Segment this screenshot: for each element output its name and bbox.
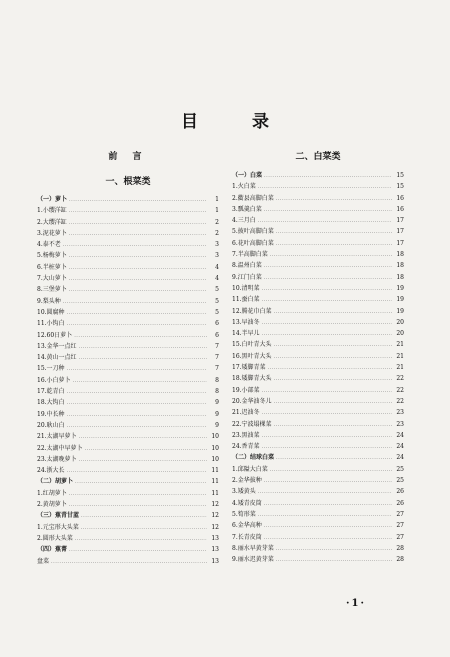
toc-entry-row <box>37 522 219 533</box>
toc-entry-row <box>232 317 404 328</box>
toc-entry-label: 20.耿山白 <box>37 421 65 429</box>
toc-entry-label: 11.小钩白 <box>37 320 65 328</box>
dot-leader <box>274 374 392 385</box>
toc-entry-row <box>37 330 219 341</box>
toc-page-number: 17 <box>396 217 404 225</box>
toc-entry-label: 20.金华油冬儿 <box>232 397 272 405</box>
toc-page-number: 17 <box>396 239 404 247</box>
toc-entry-label: 19.中长种 <box>37 410 65 418</box>
toc-entry-label: 10.清明菜 <box>232 284 260 292</box>
toc-entry-label: 5.披叶高脚白菜 <box>232 228 274 236</box>
dot-leader <box>74 331 207 342</box>
dot-leader <box>85 444 207 455</box>
toc-page-number: 7 <box>215 342 219 350</box>
toc-entry-row <box>232 543 404 554</box>
toc-page-number: 16 <box>396 205 404 213</box>
toc-entry-row <box>232 554 404 565</box>
toc-page-number: 5 <box>215 308 219 316</box>
dot-leader <box>69 263 207 274</box>
dot-leader <box>67 308 207 319</box>
toc-page-number: 26 <box>396 488 404 496</box>
dot-leader <box>264 261 392 272</box>
toc-entry-label: 1.元宝形大头菜 <box>37 523 79 531</box>
toc-entry-label: 7.半高脚白菜 <box>232 251 268 259</box>
toc-page-number: 25 <box>396 477 404 485</box>
toc-entry-row <box>232 260 404 271</box>
toc-entry-row <box>37 420 219 431</box>
preface-heading: 前 言 <box>108 152 148 162</box>
toc-entry-row <box>37 284 219 295</box>
toc-entry-label: 1.小缨洋缸 <box>37 207 67 215</box>
section-heading-root-vegetables: 一、根菜类 <box>105 177 151 187</box>
toc-page-number: 2 <box>215 218 219 226</box>
toc-page-number: 9 <box>215 399 219 407</box>
dot-leader <box>51 557 207 568</box>
toc-entry-label: 22.太湖中早萝卜 <box>37 444 83 452</box>
toc-entry-label: 6.花叶高脚白菜 <box>232 239 274 247</box>
toc-entry-label: 13.早油冬 <box>232 318 260 326</box>
toc-entry-label: 8.温州白菜 <box>232 262 262 270</box>
toc-entry-row <box>232 430 404 441</box>
toc-page-number: 11 <box>211 478 219 486</box>
dot-leader <box>270 465 392 476</box>
dot-leader <box>67 319 207 330</box>
toc-entry-label: 22.宁波塌棵菜 <box>232 420 272 428</box>
toc-category-row <box>37 544 219 555</box>
toc-entry-label: 10.圆腐种 <box>37 308 65 316</box>
toc-entry-label: 8.丽水早黄芽菜 <box>232 544 274 552</box>
toc-entry-row <box>232 396 404 407</box>
toc-entry-label: 14.黄山一点红 <box>37 354 77 362</box>
toc-entry-row <box>232 407 404 418</box>
page-number: ·1· <box>346 598 366 609</box>
toc-page-number: 21 <box>396 341 404 349</box>
dot-leader <box>258 510 392 521</box>
toc-list-left <box>37 194 219 567</box>
toc-page-number: 19 <box>396 284 404 292</box>
dot-leader <box>276 194 392 205</box>
toc-entry-label: 6.半桩萝卜 <box>37 263 67 271</box>
dot-leader <box>79 432 207 443</box>
dot-leader <box>274 307 392 318</box>
toc-entry-row <box>232 475 404 486</box>
toc-entry-label: 9.江门白菜 <box>232 273 262 281</box>
toc-entry-row <box>37 205 219 216</box>
dot-leader <box>69 229 207 240</box>
toc-entry-row <box>232 249 404 260</box>
toc-page-number: 12 <box>211 501 219 509</box>
toc-page-number: 26 <box>396 499 404 507</box>
toc-entry-label: 4.矮青皮筒 <box>232 499 262 507</box>
toc-page-number: 27 <box>396 522 404 530</box>
toc-entry-label: 盘菜 <box>37 557 50 565</box>
toc-entry-label: 2.圆形大头菜 <box>37 534 73 542</box>
toc-page-number: 23 <box>396 420 404 428</box>
toc-entry-row <box>232 498 404 509</box>
toc-entry-row <box>37 296 219 307</box>
dot-leader <box>276 544 392 555</box>
toc-entry-label: 18.矮脚青大头 <box>232 375 272 383</box>
toc-page-number: 11 <box>211 489 219 497</box>
toc-entry-row <box>37 341 219 352</box>
dot-leader <box>63 240 207 251</box>
toc-entry-row <box>37 533 219 544</box>
toc-entry-row <box>37 454 219 465</box>
toc-page-number: 16 <box>396 194 404 202</box>
toc-page-number: 3 <box>215 252 219 260</box>
dot-leader <box>69 285 207 296</box>
toc-page-number: 8 <box>215 376 219 384</box>
toc-entry-label: （三）蕉青甘蓝 <box>37 512 80 520</box>
toc-entry-row <box>37 397 219 408</box>
toc-entry-label: 9.丽水迟黄芽菜 <box>232 556 274 564</box>
dot-leader <box>69 206 207 217</box>
dot-leader <box>258 487 392 498</box>
toc-entry-row <box>232 464 404 475</box>
toc-entry-row <box>232 215 404 226</box>
toc-entry-row <box>232 328 404 339</box>
dot-leader <box>274 352 392 363</box>
dot-leader <box>69 545 207 556</box>
toc-entry-row <box>232 441 404 452</box>
dot-leader <box>270 250 392 261</box>
toc-entry-row <box>37 363 219 374</box>
toc-entry-row <box>37 228 219 239</box>
dot-leader <box>79 353 207 364</box>
toc-page-number: 10 <box>211 433 219 441</box>
dot-leader <box>69 218 207 229</box>
dot-leader <box>67 387 207 398</box>
dot-leader <box>67 410 207 421</box>
toc-page-number: 23 <box>396 409 404 417</box>
dot-leader <box>63 297 207 308</box>
toc-entry-label: （二）结球白菜 <box>232 454 275 462</box>
toc-entry-label: 18.大钩白 <box>37 399 65 407</box>
toc-page-number: 27 <box>396 510 404 518</box>
toc-entry-label: 16.小白萝卜 <box>37 376 71 384</box>
toc-entry-row <box>37 375 219 386</box>
dot-leader <box>276 453 392 464</box>
toc-entry-label: 4.泰不老 <box>37 241 61 249</box>
toc-entry-label: 12.腾花巾白菜 <box>232 307 272 315</box>
toc-entry-label: 7.长青皮筒 <box>232 533 262 541</box>
toc-entry-row <box>37 386 219 397</box>
toc-page-number: 21 <box>396 352 404 360</box>
toc-page-number: 1 <box>215 207 219 215</box>
dot-leader <box>75 534 207 545</box>
dot-leader <box>264 521 392 532</box>
toc-entry-row <box>232 181 404 192</box>
toc-page-number: 9 <box>215 410 219 418</box>
toc-page-number: 10 <box>211 444 219 452</box>
toc-entry-row <box>232 294 404 305</box>
toc-entry-label: 13.金华一点红 <box>37 342 77 350</box>
toc-page-number: 13 <box>211 557 219 565</box>
section-heading-cabbages: 二、白菜类 <box>295 152 341 162</box>
dot-leader <box>276 239 392 250</box>
toc-page-number: 28 <box>396 556 404 564</box>
toc-list-right <box>232 170 404 565</box>
toc-entry-row <box>37 431 219 442</box>
toc-entry-label: 6.金华高种 <box>232 522 262 530</box>
toc-entry-row <box>37 352 219 363</box>
toc-entry-row <box>37 262 219 273</box>
toc-entry-row <box>232 419 404 430</box>
toc-page-number: 19 <box>396 307 404 315</box>
toc-entry-label: 1.红胡萝卜 <box>37 489 67 497</box>
toc-entry-row <box>232 272 404 283</box>
toc-entry-row <box>37 499 219 510</box>
toc-category-row <box>232 170 404 181</box>
toc-category-row <box>37 476 219 487</box>
dot-leader <box>67 421 207 432</box>
dot-leader <box>79 455 207 466</box>
toc-entry-label: 2.黄胡萝卜 <box>37 501 67 509</box>
dot-leader <box>69 500 207 511</box>
toc-page-number: 6 <box>215 320 219 328</box>
toc-page-number: 15 <box>396 172 404 179</box>
dot-leader <box>274 420 392 431</box>
toc-entry-row <box>232 373 404 384</box>
toc-category-row <box>37 510 219 521</box>
toc-entry-label: 3.矮黄头 <box>232 488 256 496</box>
toc-entry-row <box>37 307 219 318</box>
toc-entry-row <box>232 509 404 520</box>
toc-entry-label: 5.筍形菜 <box>232 510 256 518</box>
toc-page-number: 12 <box>211 512 219 520</box>
toc-entry-label: 4.三月白 <box>232 217 256 225</box>
toc-page-number: 17 <box>396 228 404 236</box>
toc-entry-row <box>37 250 219 261</box>
toc-entry-row <box>37 217 219 228</box>
toc-entry-label: （一）萝卜 <box>37 196 68 203</box>
dot-leader <box>79 342 207 353</box>
toc-left-column <box>37 150 219 567</box>
toc-entry-row <box>232 362 404 373</box>
toc-entry-label: 23.太湖晚萝卜 <box>37 455 77 463</box>
toc-entry-row <box>37 273 219 284</box>
toc-page-number: 7 <box>215 365 219 373</box>
toc-entry-label: 2.金华拔种 <box>232 477 262 485</box>
toc-entry-row <box>232 193 404 204</box>
toc-page-number: 22 <box>396 375 404 383</box>
dot-leader <box>262 318 392 329</box>
dot-leader <box>262 284 392 295</box>
toc-entry-row <box>232 306 404 317</box>
toc-entry-label: 7.大山萝卜 <box>37 275 67 283</box>
toc-right-column <box>232 150 404 565</box>
toc-category-row <box>37 194 219 205</box>
toc-page-number: 10 <box>211 455 219 463</box>
toc-entry-label: （四）蕉菁 <box>37 546 68 554</box>
toc-page-number: 13 <box>211 534 219 542</box>
toc-entry-label: 15.一刀种 <box>37 365 65 373</box>
toc-entry-row <box>232 486 404 497</box>
toc-page-number: 7 <box>215 354 219 362</box>
dot-leader <box>75 477 207 488</box>
dot-leader <box>264 205 392 216</box>
toc-page-number: 11 <box>211 467 219 475</box>
toc-entry-label: 14.半早儿 <box>232 330 260 338</box>
dot-leader <box>274 397 392 408</box>
dot-leader <box>262 386 392 397</box>
toc-entry-label: 9.梨头种 <box>37 297 61 305</box>
toc-page-number: 22 <box>396 397 404 405</box>
toc-entry-row <box>37 488 219 499</box>
dot-leader <box>276 555 392 566</box>
toc-page-number: 2 <box>215 229 219 237</box>
toc-entry-row <box>37 556 219 567</box>
toc-entry-label: 21.太湖早萝卜 <box>37 433 77 441</box>
toc-entry-row <box>232 226 404 237</box>
toc-page-number: 5 <box>215 286 219 294</box>
toc-entry-row <box>232 283 404 294</box>
toc-entry-row <box>232 351 404 362</box>
toc-entry-row <box>232 520 404 531</box>
toc-entry-label: 2.大缨洋缸 <box>37 218 67 226</box>
toc-entry-row <box>37 465 219 476</box>
toc-entry-label: 8.三堡萝卜 <box>37 286 67 294</box>
dot-leader <box>264 499 392 510</box>
toc-page-number: 21 <box>396 364 404 372</box>
toc-entry-label: 21.迟油冬 <box>232 409 260 417</box>
toc-page-number: 9 <box>215 421 219 429</box>
toc-page-number: 24 <box>396 454 404 462</box>
dot-leader <box>276 227 392 238</box>
toc-entry-label: 23.黑油菜 <box>232 431 260 439</box>
toc-entry-row <box>232 339 404 350</box>
toc-entry-label: 2.衢县高脚白菜 <box>232 194 274 202</box>
toc-entry-label: 16.黑叶青大头 <box>232 352 272 360</box>
dot-leader <box>81 511 207 522</box>
dot-leader <box>69 251 207 262</box>
toc-page-number: 18 <box>396 251 404 259</box>
dot-leader <box>264 533 392 544</box>
toc-page-number: 28 <box>396 544 404 552</box>
toc-entry-row <box>37 239 219 250</box>
toc-page-number: 25 <box>396 465 404 473</box>
toc-page-number: 5 <box>215 297 219 305</box>
toc-page-number: 12 <box>211 523 219 531</box>
toc-page-number: 4 <box>215 275 219 283</box>
dot-leader <box>67 398 207 409</box>
dot-leader <box>67 466 207 477</box>
toc-entry-label: 3.泥花萝卜 <box>37 229 67 237</box>
toc-entry-row <box>37 409 219 420</box>
toc-entry-label: 17.矮脚青菜 <box>232 364 266 372</box>
dot-leader <box>262 442 392 453</box>
toc-entry-row <box>37 318 219 329</box>
toc-entry-label: 24.浙大长 <box>37 467 65 475</box>
dot-leader <box>69 274 207 285</box>
toc-page-number: 27 <box>396 533 404 541</box>
toc-entry-label: 11.蚕白菜 <box>232 296 260 304</box>
dot-leader <box>262 329 392 340</box>
toc-page-number: 15 <box>396 183 404 191</box>
toc-entry-row <box>37 443 219 454</box>
dot-leader <box>81 523 207 534</box>
dot-leader <box>274 340 392 351</box>
dot-leader <box>264 476 392 487</box>
toc-page-number: 8 <box>215 388 219 396</box>
toc-entry-label: 19.小部菜 <box>232 386 260 394</box>
toc-entry-row <box>232 385 404 396</box>
toc-entry-label: 1.火白菜 <box>232 183 256 191</box>
toc-entry-label: （一）白菜 <box>232 172 263 179</box>
dot-leader <box>73 376 207 387</box>
toc-entry-label: 17.乾青白 <box>37 388 65 396</box>
toc-page-number: 18 <box>396 273 404 281</box>
toc-page-number: 4 <box>215 263 219 271</box>
toc-page-number: 20 <box>396 330 404 338</box>
toc-page-number: 19 <box>396 296 404 304</box>
toc-category-row <box>232 452 404 463</box>
dot-leader <box>268 363 392 374</box>
toc-entry-row <box>232 532 404 543</box>
toc-page-number: 13 <box>211 546 219 554</box>
dot-leader <box>258 182 392 193</box>
dot-leader <box>264 171 392 182</box>
toc-entry-label: 15.白叶青大头 <box>232 341 272 349</box>
toc-entry-label: 12.60日萝卜 <box>37 331 73 339</box>
dot-leader <box>67 364 207 375</box>
toc-page-number: 1 <box>215 196 219 203</box>
toc-entry-label: 1.邱隘大白菜 <box>232 465 268 473</box>
dot-leader <box>258 216 392 227</box>
toc-entry-label: 24.香青菜 <box>232 443 260 451</box>
toc-page-number: 3 <box>215 241 219 249</box>
dot-leader <box>69 195 207 206</box>
toc-entry-label: 3.瓢羹白菜 <box>232 205 262 213</box>
toc-entry-row <box>232 204 404 215</box>
dot-leader <box>262 295 392 306</box>
dot-leader <box>262 431 392 442</box>
dot-leader <box>262 408 392 419</box>
dot-leader <box>264 273 392 284</box>
toc-page-number: 22 <box>396 386 404 394</box>
toc-page-number: 18 <box>396 262 404 270</box>
toc-page-number: 20 <box>396 318 404 326</box>
toc-page-number: 6 <box>215 331 219 339</box>
toc-page-number: 24 <box>396 431 404 439</box>
toc-page-number: 24 <box>396 443 404 451</box>
dot-leader <box>69 489 207 500</box>
page-title: 目 录 <box>181 112 293 132</box>
toc-entry-row <box>232 238 404 249</box>
toc-entry-label: （二）胡萝卜 <box>37 478 74 486</box>
toc-entry-label: 5.杨梅萝卜 <box>37 252 67 260</box>
